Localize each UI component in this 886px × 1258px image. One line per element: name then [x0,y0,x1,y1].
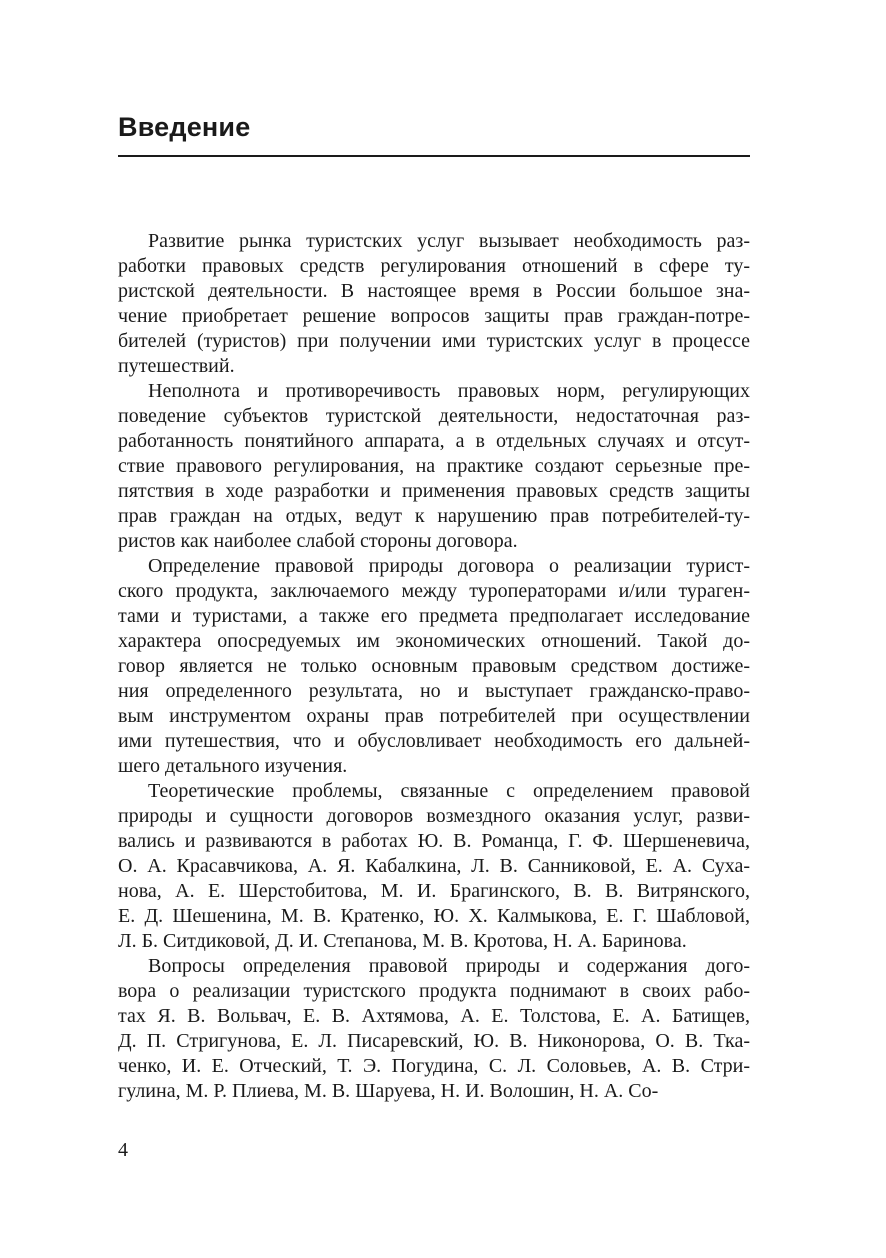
body-text [118,229,750,1104]
section-heading: Введение [118,112,251,142]
text-line: характера опосредуемых им экономических отношений. Такой до- [118,630,750,652]
text-line: Е. Д. Шешенина, М. В. Кратенко, Ю. Х. Калмыкова, Е. Г. Шабловой, [118,905,750,927]
text-line: ского продукта, заключаемого между туроператорами и/или тураген- [118,580,750,602]
text-line: тами и туристами, а также его предмета предполагает исследование [118,605,750,627]
text-line: поведение субъектов туристской деятельности, недостаточная раз- [118,405,750,427]
text-line: бителей (туристов) при получении ими туристских услуг в процессе [118,330,750,352]
text-line: ристской деятельности. В настоящее время в России большое зна- [118,280,750,302]
paragraph [118,779,750,954]
text-line: работанность понятийного аппарата, а в отдельных случаях и отсут- [118,430,750,452]
text-line: прав граждан на отдых, ведут к нарушению прав потребителей-ту- [118,505,750,527]
text-line: ченко, И. Е. Отческий, Т. Э. Погудина, С. Л. Соловьев, А. В. Стри- [118,1055,750,1077]
text-line: природы и сущности договоров возмездного оказания услуг, разви- [118,805,750,827]
text-line: пятствия в ходе разработки и применения правовых средств защиты [118,480,750,502]
paragraph [118,229,750,379]
text-line: Развитие рынка туристских услуг вызывает необходимость раз- [148,230,750,252]
text-line: гулина, М. Р. Плиева, М. В. Шаруева, Н. И. Волошин, Н. А. Со- [118,1080,659,1102]
text-line: Вопросы определения правовой природы и содержания дого- [148,955,750,977]
text-line: Определение правовой природы договора о реализации турист- [148,555,750,577]
paragraph [118,954,750,1104]
text-line: путешествий. [118,355,235,377]
text-line: Д. П. Стригунова, Е. Л. Писаревский, Ю. В. Никонорова, О. В. Тка- [118,1030,750,1052]
text-line: вым инструментом охраны прав потребителей при осуществлении [118,705,750,727]
paragraph [118,379,750,554]
heading-divider [118,155,750,157]
text-line: вора о реализации туристского продукта поднимают в своих рабо- [118,980,750,1002]
text-line: ствие правового регулирования, на практике создают серьезные пре- [118,455,750,477]
text-line: работки правовых средств регулирования отношений в сфере ту- [118,255,750,277]
text-line: Теоретические проблемы, связанные с определением правовой [148,780,750,802]
text-line: чение приобретает решение вопросов защиты прав граждан-потре- [118,305,750,327]
text-line: Л. Б. Ситдиковой, Д. И. Степанова, М. В. Кротова, Н. А. Баринова. [118,930,687,952]
paragraph [118,554,750,779]
text-line: ристов как наиболее слабой стороны договора. [118,530,518,552]
page-number: 4 [118,1139,128,1161]
text-line: вались и развиваются в работах Ю. В. Романца, Г. Ф. Шершеневича, [118,830,750,852]
text-line: ния определенного результата, но и выступает гражданско-право- [118,680,750,702]
text-line: шего детального изучения. [118,755,348,777]
text-line: О. А. Красавчикова, А. Я. Кабалкина, Л. В. Санниковой, Е. А. Суха- [118,855,750,877]
text-line: говор является не только основным правовым средством достиже- [118,655,750,677]
text-line: ими путешествия, что и обусловливает необходимость его дальней- [118,730,750,752]
text-line: тах Я. В. Вольвач, Е. В. Ахтямова, А. Е. Толстова, Е. А. Батищев, [118,1005,750,1027]
text-line: Неполнота и противоречивость правовых норм, регулирующих [148,380,750,402]
text-line: нова, А. Е. Шерстобитова, М. И. Брагинского, В. В. Витрянского, [118,880,750,902]
